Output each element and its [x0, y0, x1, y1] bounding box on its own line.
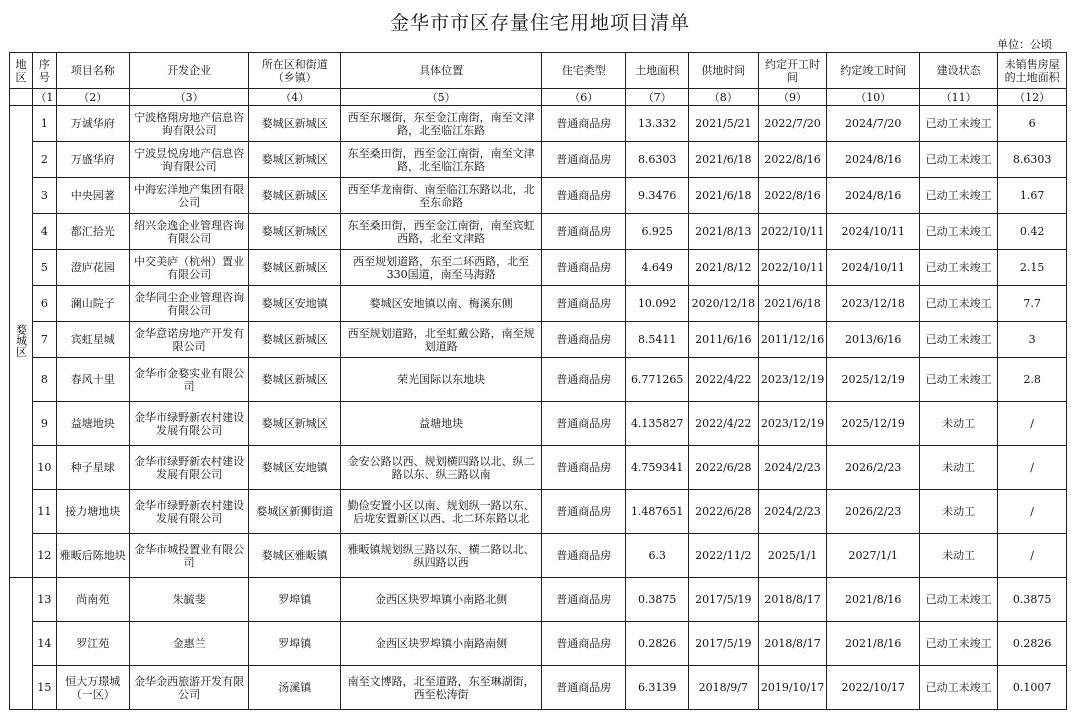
- header-developer: 开发企业: [129, 53, 249, 89]
- index-cell: （9）: [758, 89, 827, 106]
- project-name: 春风十里: [56, 358, 129, 402]
- finish-date: 2024/8/16: [827, 178, 920, 214]
- unsold-area: 2.8: [998, 358, 1067, 402]
- unsold-area: 0.3875: [998, 578, 1067, 622]
- district-name: 婺城区新城区: [249, 250, 341, 286]
- index-cell: （5）: [341, 89, 542, 106]
- finish-date: 2023/12/18: [827, 286, 920, 322]
- location-text: 金西区块罗埠镇小南路南侧: [341, 622, 542, 666]
- land-area: 0.3875: [626, 578, 688, 622]
- construction-status: 已动工未竣工: [920, 286, 998, 322]
- start-date: 2022/7/20: [758, 106, 827, 142]
- unsold-area: 0.2826: [998, 622, 1067, 666]
- district-name: 婺城区雅畈镇: [249, 534, 341, 578]
- region-cell: [10, 106, 33, 578]
- finish-date: 2021/8/16: [827, 622, 920, 666]
- project-name: 都汇拾光: [56, 214, 129, 250]
- land-area: 4.135827: [626, 402, 688, 446]
- index-region-cell: [10, 89, 33, 106]
- project-name: 恒大万璟城（一区）: [56, 666, 129, 710]
- land-area: 9.3476: [626, 178, 688, 214]
- start-date: 2019/10/17: [758, 666, 827, 710]
- project-number: 13: [32, 578, 56, 622]
- table-row: [10, 358, 1067, 402]
- start-date: 2022/8/16: [758, 142, 827, 178]
- land-area: 6.3: [626, 534, 688, 578]
- location-text: 东至桑田街，西至金江南街，南至文津路，北至临江东路: [341, 142, 542, 178]
- land-area: 4.759341: [626, 446, 688, 490]
- header-finish-date: 约定竣工时间: [827, 53, 920, 89]
- table-row: [10, 402, 1067, 446]
- housing-type: 普通商品房: [542, 534, 626, 578]
- construction-status: 已动工未竣工: [920, 142, 998, 178]
- project-number: 5: [32, 250, 56, 286]
- land-area: 13.332: [626, 106, 688, 142]
- construction-status: 未动工: [920, 490, 998, 534]
- supply-date: 2020/12/18: [688, 286, 758, 322]
- project-number: 4: [32, 214, 56, 250]
- project-name: 中央园著: [56, 178, 129, 214]
- finish-date: 2024/10/11: [827, 214, 920, 250]
- index-cell: （11）: [920, 89, 998, 106]
- header-region: 地区: [10, 53, 33, 89]
- project-number: 11: [32, 490, 56, 534]
- start-date: 2022/10/11: [758, 214, 827, 250]
- header-no: 序号: [32, 53, 56, 89]
- developer-name: 宁波昱悦房地产信息咨询有限公司: [129, 142, 249, 178]
- developer-name: 金华市城投置业有限公司: [129, 534, 249, 578]
- developer-name: 中交美庐（杭州）置业有限公司: [129, 250, 249, 286]
- land-area: 6.771265: [626, 358, 688, 402]
- location-text: 南至文博路，北至道路，东至琳湖街，西至松涛街: [341, 666, 542, 710]
- finish-date: 2026/2/23: [827, 490, 920, 534]
- index-cell: （7）: [626, 89, 688, 106]
- unsold-area: /: [998, 534, 1067, 578]
- district-name: 婺城区安地镇: [249, 446, 341, 490]
- district-name: 婺城区新城区: [249, 358, 341, 402]
- housing-type: 普通商品房: [542, 214, 626, 250]
- table-row: [10, 446, 1067, 490]
- table-row: [10, 534, 1067, 578]
- construction-status: 未动工: [920, 402, 998, 446]
- finish-date: 2021/8/16: [827, 578, 920, 622]
- start-date: 2023/12/19: [758, 358, 827, 402]
- index-cell: （2）: [56, 89, 129, 106]
- unsold-area: 0.42: [998, 214, 1067, 250]
- project-number: 9: [32, 402, 56, 446]
- project-number: 12: [32, 534, 56, 578]
- supply-date: 2017/5/19: [688, 622, 758, 666]
- unsold-area: 6: [998, 106, 1067, 142]
- project-name: 雅畈后陈地块: [56, 534, 129, 578]
- land-area: 1.487651: [626, 490, 688, 534]
- index-cell: （12）: [998, 89, 1067, 106]
- developer-name: 金华市绿野新农村建设发展有限公司: [129, 402, 249, 446]
- project-table: [9, 52, 1067, 710]
- housing-type: 普通商品房: [542, 322, 626, 358]
- project-name: 尚南苑: [56, 578, 129, 622]
- finish-date: 2025/12/19: [827, 358, 920, 402]
- project-name: 澜山院子: [56, 286, 129, 322]
- start-date: 2018/8/17: [758, 578, 827, 622]
- location-text: 西至规划道路，东至二环西路，北至330国道，南至马海路: [341, 250, 542, 286]
- supply-date: 2022/11/2: [688, 534, 758, 578]
- supply-date: 2022/6/28: [688, 446, 758, 490]
- developer-name: 中海宏洋地产集团有限公司: [129, 178, 249, 214]
- finish-date: 2027/1/1: [827, 534, 920, 578]
- location-text: 婺城区安地镇以南、梅溪东侧: [341, 286, 542, 322]
- header-land-area: 土地面积: [626, 53, 688, 89]
- header-location: 具体位置: [341, 53, 542, 89]
- project-name: 接力塘地块: [56, 490, 129, 534]
- project-name: 罗江苑: [56, 622, 129, 666]
- supply-date: 2018/9/7: [688, 666, 758, 710]
- unit-label: 单位：公顷: [997, 38, 1052, 51]
- construction-status: 未动工: [920, 534, 998, 578]
- construction-status: 已动工未竣工: [920, 250, 998, 286]
- header-project-name: 项目名称: [56, 53, 129, 89]
- table-row: [10, 578, 1067, 622]
- supply-date: 2021/6/18: [688, 142, 758, 178]
- index-row: [10, 89, 1067, 106]
- start-date: 2024/2/23: [758, 446, 827, 490]
- supply-date: 2021/8/12: [688, 250, 758, 286]
- supply-date: 2017/5/19: [688, 578, 758, 622]
- header-start-date: 约定开工时间: [758, 53, 827, 89]
- housing-type: 普通商品房: [542, 490, 626, 534]
- header-district: 所在区和街道（乡镇）: [249, 53, 341, 89]
- index-cell: （4）: [249, 89, 341, 106]
- index-cell: （10）: [827, 89, 920, 106]
- housing-type: 普通商品房: [542, 402, 626, 446]
- start-date: 2021/6/18: [758, 286, 827, 322]
- start-date: 2022/8/16: [758, 178, 827, 214]
- location-text: 西至规划道路，北至虹戴公路，南至规划道路: [341, 322, 542, 358]
- project-number: 15: [32, 666, 56, 710]
- finish-date: 2022/10/17: [827, 666, 920, 710]
- location-text: 雅畈镇规划纵三路以东、横二路以北、纵四路以西: [341, 534, 542, 578]
- finish-date: 2024/7/20: [827, 106, 920, 142]
- location-text: 东至桑田街，西至金江南街，南至宾虹西路，北至文津路: [341, 214, 542, 250]
- housing-type: 普通商品房: [542, 286, 626, 322]
- developer-name: 金华同尘企业管理咨询有限公司: [129, 286, 249, 322]
- developer-name: 绍兴金逸企业管理咨询有限公司: [129, 214, 249, 250]
- project-number: 14: [32, 622, 56, 666]
- location-text: 金西区块罗埠镇小南路北侧: [341, 578, 542, 622]
- location-text: 金安公路以西、规划横四路以北、纵二路以东、纵三路以南: [341, 446, 542, 490]
- table-row: [10, 322, 1067, 358]
- project-number: 10: [32, 446, 56, 490]
- developer-name: 金华市绿野新农村建设发展有限公司: [129, 446, 249, 490]
- land-area: 4.649: [626, 250, 688, 286]
- district-name: 婺城区新城区: [249, 214, 341, 250]
- project-number: 7: [32, 322, 56, 358]
- finish-date: 2026/2/23: [827, 446, 920, 490]
- housing-type: 普通商品房: [542, 578, 626, 622]
- table-row: [10, 286, 1067, 322]
- developer-name: 金惠兰: [129, 622, 249, 666]
- project-number: 8: [32, 358, 56, 402]
- header-status: 建设状态: [920, 53, 998, 89]
- housing-type: 普通商品房: [542, 446, 626, 490]
- project-number: 6: [32, 286, 56, 322]
- land-area: 8.5411: [626, 322, 688, 358]
- supply-date: 2022/4/22: [688, 402, 758, 446]
- start-date: 2018/8/17: [758, 622, 827, 666]
- table-row: [10, 178, 1067, 214]
- region-label: 婺城区: [14, 323, 28, 357]
- construction-status: 已动工未竣工: [920, 178, 998, 214]
- region-cell: [10, 578, 33, 710]
- index-cell: （1: [32, 89, 56, 106]
- land-area: 8.6303: [626, 142, 688, 178]
- supply-date: 2011/6/16: [688, 322, 758, 358]
- housing-type: 普通商品房: [542, 250, 626, 286]
- developer-name: 朱毓斐: [129, 578, 249, 622]
- unsold-area: 2.15: [998, 250, 1067, 286]
- construction-status: 已动工未竣工: [920, 106, 998, 142]
- housing-type: 普通商品房: [542, 178, 626, 214]
- table-body: [10, 89, 1067, 710]
- district-name: 婺城区新城区: [249, 178, 341, 214]
- housing-type: 普通商品房: [542, 106, 626, 142]
- unsold-area: 3: [998, 322, 1067, 358]
- project-number: 1: [32, 106, 56, 142]
- district-name: 罗埠镇: [249, 578, 341, 622]
- project-number: 3: [32, 178, 56, 214]
- start-date: 2022/10/11: [758, 250, 827, 286]
- land-area: 0.2826: [626, 622, 688, 666]
- finish-date: 2025/12/19: [827, 402, 920, 446]
- project-name: 宾虹星城: [56, 322, 129, 358]
- unsold-area: 1.67: [998, 178, 1067, 214]
- district-name: 婺城区新城区: [249, 322, 341, 358]
- table-row: [10, 622, 1067, 666]
- project-name: 澄庐花园: [56, 250, 129, 286]
- unsold-area: 0.1007: [998, 666, 1067, 710]
- housing-type: 普通商品房: [542, 142, 626, 178]
- table-row: [10, 250, 1067, 286]
- district-name: 婺城区新城区: [249, 142, 341, 178]
- unsold-area: 7.7: [998, 286, 1067, 322]
- project-name: 种子星球: [56, 446, 129, 490]
- construction-status: 已动工未竣工: [920, 578, 998, 622]
- finish-date: 2024/8/16: [827, 142, 920, 178]
- header-unsold-area: 未销售房屋的土地面积: [998, 53, 1067, 89]
- construction-status: 未动工: [920, 446, 998, 490]
- project-number: 2: [32, 142, 56, 178]
- housing-type: 普通商品房: [542, 622, 626, 666]
- developer-name: 金华金西旅游开发有限公司: [129, 666, 249, 710]
- land-area: 10.092: [626, 286, 688, 322]
- district-name: 罗埠镇: [249, 622, 341, 666]
- district-name: 婺城区新狮街道: [249, 490, 341, 534]
- project-name: 万盛华府: [56, 142, 129, 178]
- table-row: [10, 106, 1067, 142]
- start-date: 2011/12/16: [758, 322, 827, 358]
- developer-name: 金华意诺房地产开发有限公司: [129, 322, 249, 358]
- document-title: 金华市市区存量住宅用地项目清单: [389, 12, 690, 34]
- index-cell: （6）: [542, 89, 626, 106]
- start-date: 2025/1/1: [758, 534, 827, 578]
- developer-name: 金华市绿野新农村建设发展有限公司: [129, 490, 249, 534]
- table-row: [10, 490, 1067, 534]
- supply-date: 2021/8/13: [688, 214, 758, 250]
- finish-date: 2024/10/11: [827, 250, 920, 286]
- construction-status: 已动工未竣工: [920, 622, 998, 666]
- district-name: 婺城区安地镇: [249, 286, 341, 322]
- district-name: 婺城区新城区: [249, 402, 341, 446]
- header-row: [10, 53, 1067, 89]
- construction-status: 已动工未竣工: [920, 322, 998, 358]
- construction-status: 已动工未竣工: [920, 666, 998, 710]
- supply-date: 2022/4/22: [688, 358, 758, 402]
- start-date: 2024/2/23: [758, 490, 827, 534]
- start-date: 2023/12/19: [758, 402, 827, 446]
- unsold-area: /: [998, 490, 1067, 534]
- project-name: 万诚华府: [56, 106, 129, 142]
- supply-date: 2021/5/21: [688, 106, 758, 142]
- land-area: 6.925: [626, 214, 688, 250]
- unsold-area: /: [998, 446, 1067, 490]
- developer-name: 宁波格翔房地产信息咨询有限公司: [129, 106, 249, 142]
- table-row: [10, 666, 1067, 710]
- supply-date: 2022/6/28: [688, 490, 758, 534]
- unsold-area: /: [998, 402, 1067, 446]
- district-name: 婺城区新城区: [249, 106, 341, 142]
- finish-date: 2013/6/16: [827, 322, 920, 358]
- location-text: 西至东堰街，东至金江南街，南至文津路，北至临江东路: [341, 106, 542, 142]
- index-cell: （8）: [688, 89, 758, 106]
- housing-type: 普通商品房: [542, 358, 626, 402]
- index-cell: （3）: [129, 89, 249, 106]
- table-row: [10, 214, 1067, 250]
- construction-status: 已动工未竣工: [920, 214, 998, 250]
- table-row: [10, 142, 1067, 178]
- header-supply-date: 供地时间: [688, 53, 758, 89]
- unsold-area: 8.6303: [998, 142, 1067, 178]
- land-area: 6.3139: [626, 666, 688, 710]
- developer-name: 金华市金婺实业有限公司: [129, 358, 249, 402]
- district-name: 汤溪镇: [249, 666, 341, 710]
- housing-type: 普通商品房: [542, 666, 626, 710]
- header-housing-type: 住宅类型: [542, 53, 626, 89]
- supply-date: 2021/6/18: [688, 178, 758, 214]
- location-text: 荣光国际以东地块: [341, 358, 542, 402]
- location-text: 勤俭安置小区以南、规划纵一路以东、后垅安置新区以西、北二环东路以北: [341, 490, 542, 534]
- construction-status: 已动工未竣工: [920, 358, 998, 402]
- project-name: 益塘地块: [56, 402, 129, 446]
- location-text: 益塘地块: [341, 402, 542, 446]
- location-text: 西至华龙南街、南至临江东路以北，北至东命路: [341, 178, 542, 214]
